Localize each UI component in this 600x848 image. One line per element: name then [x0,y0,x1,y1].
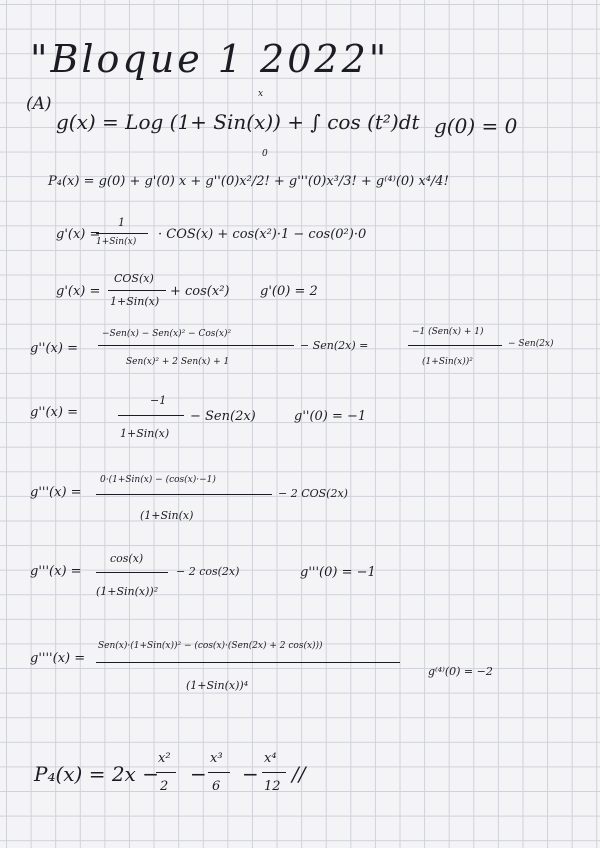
second-derivative-simplified-rest: − Sen(2x) [190,409,256,424]
page-title: "Bloque 1 2022" [30,37,390,81]
final-end-mark: // [292,762,306,786]
first-derivative-label: g'(x) = [56,227,101,242]
first-derivative-simplified-label: g'(x) = [56,284,101,299]
fraction-bar [156,772,176,773]
first-derivative-simplified-numerator: COS(x) [114,272,154,285]
section-label: (A) [26,94,52,114]
first-derivative-numerator: 1 [118,216,125,229]
final-minus-sign: − [242,762,259,786]
g-at-zero: g(0) = 0 [434,114,518,138]
final-term-2-denominator: 6 [212,779,221,794]
final-term-3-denominator: 12 [264,779,281,794]
final-term-2-numerator: x³ [210,751,223,766]
final-term-1-denominator: 2 [160,779,169,794]
second-derivative-numerator-2: −1 (Sen(x) + 1) [412,327,484,337]
fraction-bar [96,572,168,573]
third-derivative-simplified-denominator: (1+Sin(x))² [96,585,159,598]
second-derivative-denominator: Sen(x)² + 2 Sen(x) + 1 [126,357,230,367]
fraction-bar [96,662,400,663]
fourth-derivative-at-zero: g⁽⁴⁾(0) = −2 [428,665,493,678]
second-derivative-middle: − Sen(2x) = [300,339,369,352]
first-derivative-denominator: 1+Sin(x) [96,237,137,247]
second-derivative-simplified-label: g''(x) = [30,405,78,420]
third-derivative-simplified-numerator: cos(x) [110,552,144,565]
fraction-bar [96,233,148,234]
fraction-bar [98,345,294,346]
first-derivative-at-zero: g'(0) = 2 [260,284,318,299]
third-derivative-at-zero: g'''(0) = −1 [300,565,376,580]
second-derivative-numerator: −Sen(x) − Sen(x)² − Cos(x)² [102,329,232,339]
first-derivative-rest: · COS(x) + cos(x²)·1 − cos(0²)·0 [158,227,367,242]
fraction-bar [108,290,166,291]
taylor-polynomial: P₄(x) = g(0) + g'(0) x + g''(0)x²/2! + g'''(0)x³/3! + g⁽⁴⁾(0) x⁴/4! [48,174,449,189]
third-derivative-label: g'''(x) = [30,485,82,500]
fraction-bar [118,415,184,416]
final-polynomial-label: P₄(x) = 2x − [34,762,159,786]
integral-upper-limit: x [258,89,264,99]
second-derivative-at-zero: g''(0) = −1 [294,409,367,424]
integral-lower-limit: 0 [262,149,268,159]
first-derivative-simplified-denominator: 1+Sin(x) [110,295,160,308]
third-derivative-simplified-rest: − 2 cos(2x) [176,565,240,578]
second-derivative-denominator-2: (1+Sin(x))² [422,357,473,367]
fraction-bar [96,494,272,495]
third-derivative-numerator: 0·(1+Sin(x) − (cos(x)·−1) [100,475,216,485]
fourth-derivative-denominator: (1+Sin(x))⁴ [186,679,249,692]
fraction-bar [408,345,502,346]
final-term-1-numerator: x² [158,751,171,766]
first-derivative-simplified-rest: + cos(x²) [170,284,230,299]
second-derivative-end: − Sen(2x) [508,339,554,349]
fraction-bar [208,772,230,773]
fourth-derivative-label: g''''(x) = [30,651,86,666]
third-derivative-denominator: (1+Sin(x) [140,509,194,522]
second-derivative-simplified-denominator: 1+Sin(x) [120,427,170,440]
final-term-3-numerator: x⁴ [264,751,277,766]
g-definition: g(x) = Log (1+ Sin(x)) + ∫ cos (t²)dt [56,110,420,134]
second-derivative-label: g''(x) = [30,341,78,356]
third-derivative-simplified-label: g'''(x) = [30,564,82,579]
fraction-bar [262,772,286,773]
third-derivative-rest: − 2 COS(2x) [278,487,348,500]
second-derivative-simplified-numerator: −1 [150,394,167,407]
fourth-derivative-numerator: Sen(x)·(1+Sin(x))² − (cos(x)·(Sen(2x) + 2 cos(x))) [98,641,323,651]
final-minus-sign: − [190,762,207,786]
